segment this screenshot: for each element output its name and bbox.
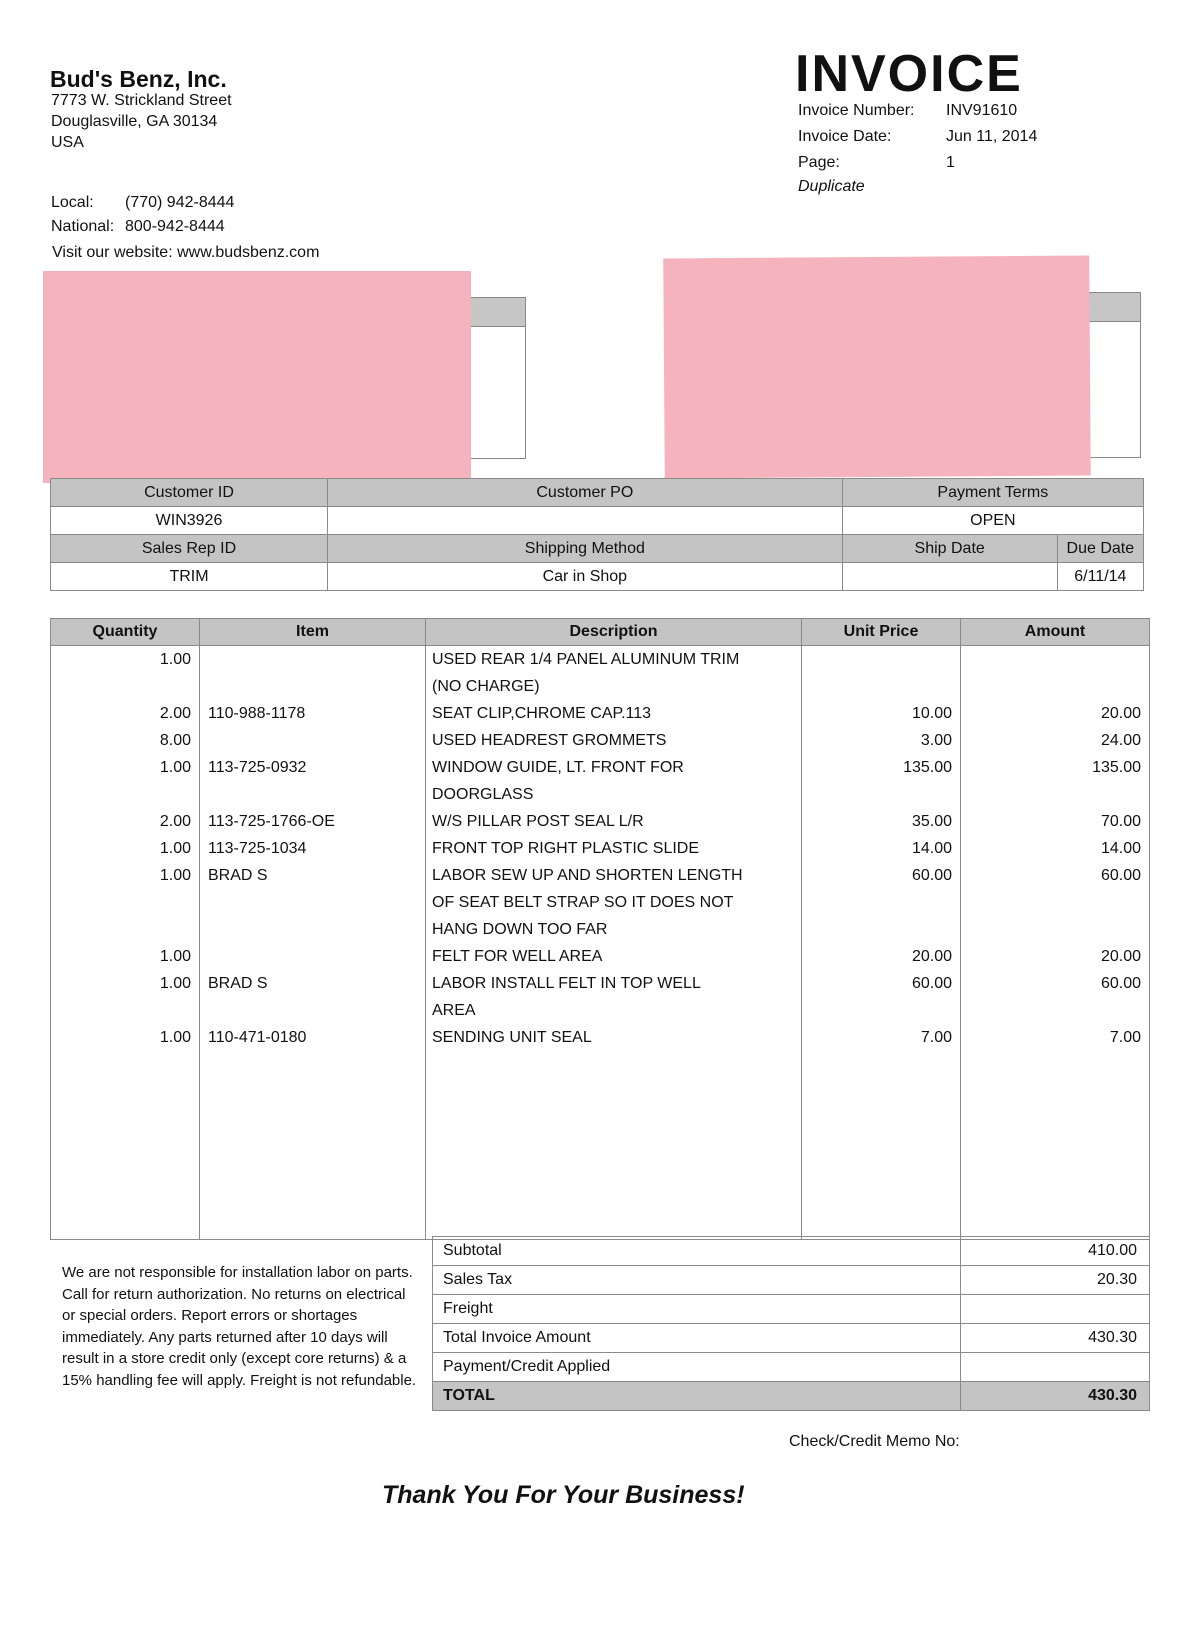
unit-price-column xyxy=(802,646,961,1240)
totals-label: TOTAL xyxy=(433,1382,961,1411)
payment-terms: OPEN xyxy=(842,507,1143,535)
line-quantity: 1.00 xyxy=(159,1029,191,1046)
line-unit-price xyxy=(802,646,960,673)
line-unit-price xyxy=(802,997,960,1024)
line-unit-price: 7.00 xyxy=(920,1029,952,1046)
totals-value: 410.00 xyxy=(961,1237,1150,1266)
page-label: Page: xyxy=(798,154,840,171)
duplicate-note: Duplicate xyxy=(798,178,865,195)
line-quantity xyxy=(51,916,199,943)
line-amount xyxy=(961,916,1149,943)
line-quantity xyxy=(51,781,199,808)
line-item-number xyxy=(200,673,425,700)
payment-terms-header: Payment Terms xyxy=(842,479,1143,507)
description-header: Description xyxy=(426,619,802,646)
line-description: (NO CHARGE) xyxy=(432,678,540,695)
line-amount: 7.00 xyxy=(1109,1029,1141,1046)
line-amount: 70.00 xyxy=(1100,813,1141,830)
unit-price-header: Unit Price xyxy=(802,619,961,646)
line-quantity: 2.00 xyxy=(159,813,191,830)
company-city: Douglasville, GA 30134 xyxy=(51,113,218,130)
website-line xyxy=(52,244,319,262)
page-number: 1 xyxy=(946,154,955,171)
line-item-number xyxy=(200,889,425,916)
due-date-header: Due Date xyxy=(1057,535,1143,563)
invoice-title: INVOICE xyxy=(795,45,1023,103)
invoice-date-label: Invoice Date: xyxy=(798,128,892,145)
quantity-column xyxy=(51,646,200,1240)
line-amount: 135.00 xyxy=(1092,759,1141,776)
line-item-number xyxy=(200,916,425,943)
local-phone-label: Local: xyxy=(51,194,94,211)
line-unit-price: 20.00 xyxy=(911,948,952,965)
customer-id-header: Customer ID xyxy=(51,479,328,507)
line-amount: 14.00 xyxy=(1100,840,1141,857)
line-item-number: 110-471-0180 xyxy=(208,1029,307,1046)
return-policy: We are not responsible for installation labor on parts. Call for return authorization. No returns on electrical or special orders. Report errors or shortages immediately. Any parts returned after 10 days will result in a store credit only (except core returns) & a 15% handling fee will apply. Freight is not refundable. xyxy=(62,1264,417,1389)
totals-value: 430.30 xyxy=(961,1324,1150,1353)
line-item-number: 110-988-1178 xyxy=(208,705,306,722)
line-unit-price xyxy=(802,781,960,808)
invoice-date: Jun 11, 2014 xyxy=(946,128,1038,145)
company-street: 7773 W. Strickland Street xyxy=(51,92,232,109)
description-column xyxy=(426,646,802,1240)
line-amount: 20.00 xyxy=(1100,705,1141,722)
line-description: USED HEADREST GROMMETS xyxy=(432,732,667,749)
totals-row xyxy=(433,1237,1150,1266)
line-description: HANG DOWN TOO FAR xyxy=(432,921,608,938)
line-item-number: BRAD S xyxy=(208,867,268,884)
invoice-meta xyxy=(798,98,1037,176)
invoice-number: INV91610 xyxy=(946,102,1018,119)
company-name: Bud's Benz, Inc. xyxy=(50,66,227,92)
thank-you-message: Thank You For Your Business! xyxy=(382,1481,745,1509)
line-item-number xyxy=(200,997,425,1024)
line-amount xyxy=(961,646,1149,673)
line-quantity: 1.00 xyxy=(159,975,191,992)
totals-label: Payment/Credit Applied xyxy=(433,1353,961,1382)
website-link: www.budsbenz.com xyxy=(177,244,320,261)
item-header: Item xyxy=(200,619,426,646)
line-unit-price: 10.00 xyxy=(911,705,952,722)
shipping-method: Car in Shop xyxy=(328,563,843,591)
line-quantity: 8.00 xyxy=(159,732,191,749)
line-amount: 60.00 xyxy=(1100,867,1141,884)
line-item-number xyxy=(200,781,425,808)
line-unit-price xyxy=(802,889,960,916)
line-unit-price: 14.00 xyxy=(911,840,952,857)
line-description: SENDING UNIT SEAL xyxy=(432,1029,592,1046)
line-amount: 24.00 xyxy=(1100,732,1141,749)
totals-row xyxy=(433,1324,1150,1353)
totals-row xyxy=(433,1353,1150,1382)
sales-rep: TRIM xyxy=(51,563,328,591)
totals-row xyxy=(433,1295,1150,1324)
line-description: OF SEAT BELT STRAP SO IT DOES NOT xyxy=(432,894,734,911)
customer-id: WIN3926 xyxy=(51,507,328,535)
due-date: 6/11/14 xyxy=(1057,563,1143,591)
national-phone: 800-942-8444 xyxy=(125,218,225,235)
totals-value xyxy=(961,1295,1150,1324)
line-quantity xyxy=(51,889,199,916)
line-item-number: BRAD S xyxy=(208,975,268,992)
totals-label: Total Invoice Amount xyxy=(433,1324,961,1353)
national-phone-label: National: xyxy=(51,218,115,235)
bill-to-redaction xyxy=(43,271,471,483)
line-quantity: 1.00 xyxy=(159,867,191,884)
amount-column xyxy=(961,646,1150,1240)
line-item-number: 113-725-1766-OE xyxy=(208,813,335,830)
line-unit-price: 35.00 xyxy=(911,813,952,830)
line-description: SEAT CLIP,CHROME CAP.113 xyxy=(432,705,652,722)
line-unit-price: 135.00 xyxy=(903,759,952,776)
sales-rep-header: Sales Rep ID xyxy=(51,535,328,563)
totals-table xyxy=(432,1236,1150,1411)
shipping-method-header: Shipping Method xyxy=(328,535,843,563)
customer-po-header: Customer PO xyxy=(328,479,843,507)
totals-value: 430.30 xyxy=(961,1382,1150,1411)
invoice-number-label: Invoice Number: xyxy=(798,102,915,119)
line-unit-price: 60.00 xyxy=(911,867,952,884)
line-amount xyxy=(961,889,1149,916)
line-item-number xyxy=(200,646,425,673)
totals-label: Freight xyxy=(433,1295,961,1324)
totals-value: 20.30 xyxy=(961,1266,1150,1295)
totals-value xyxy=(961,1353,1150,1382)
quantity-header: Quantity xyxy=(51,619,200,646)
line-description: DOORGLASS xyxy=(432,786,534,803)
customer-info-table xyxy=(50,478,1144,591)
line-items-table xyxy=(50,618,1150,1240)
line-quantity xyxy=(51,673,199,700)
customer-po xyxy=(328,507,843,535)
website-label: Visit our website: xyxy=(52,244,173,261)
line-item-number: 113-725-0932 xyxy=(208,759,307,776)
check-memo-label: Check/Credit Memo No: xyxy=(789,1433,960,1450)
line-description: AREA xyxy=(432,1002,476,1019)
line-amount xyxy=(961,781,1149,808)
line-quantity xyxy=(51,997,199,1024)
line-quantity: 1.00 xyxy=(159,759,191,776)
amount-header: Amount xyxy=(961,619,1150,646)
line-item-number xyxy=(200,943,425,970)
line-amount: 20.00 xyxy=(1100,948,1141,965)
line-quantity: 1.00 xyxy=(159,651,191,668)
line-quantity: 2.00 xyxy=(159,705,191,722)
line-item-number: 113-725-1034 xyxy=(208,840,307,857)
line-unit-price xyxy=(802,673,960,700)
line-quantity: 1.00 xyxy=(159,840,191,857)
line-description: LABOR INSTALL FELT IN TOP WELL xyxy=(432,975,701,992)
line-amount xyxy=(961,673,1149,700)
ship-date xyxy=(842,563,1057,591)
totals-row xyxy=(433,1382,1150,1411)
line-description: USED REAR 1/4 PANEL ALUMINUM TRIM xyxy=(432,651,740,668)
totals-label: Sales Tax xyxy=(433,1266,961,1295)
line-unit-price: 3.00 xyxy=(920,732,952,749)
line-amount xyxy=(961,997,1149,1024)
line-description: FRONT TOP RIGHT PLASTIC SLIDE xyxy=(432,840,700,857)
item-column xyxy=(200,646,426,1240)
line-description: W/S PILLAR POST SEAL L/R xyxy=(432,813,644,830)
totals-row xyxy=(433,1266,1150,1295)
ship-date-header: Ship Date xyxy=(842,535,1057,563)
line-item-number xyxy=(200,727,425,754)
phone-block xyxy=(51,191,234,239)
ship-to-redaction xyxy=(663,256,1091,479)
line-description: LABOR SEW UP AND SHORTEN LENGTH xyxy=(432,867,743,884)
company-country: USA xyxy=(51,134,84,151)
line-unit-price: 60.00 xyxy=(911,975,952,992)
line-amount: 60.00 xyxy=(1100,975,1141,992)
line-quantity: 1.00 xyxy=(159,948,191,965)
line-unit-price xyxy=(802,916,960,943)
local-phone: (770) 942-8444 xyxy=(125,194,235,211)
line-description: FELT FOR WELL AREA xyxy=(432,948,603,965)
line-description: WINDOW GUIDE, LT. FRONT FOR xyxy=(432,759,684,776)
totals-label: Subtotal xyxy=(433,1237,961,1266)
